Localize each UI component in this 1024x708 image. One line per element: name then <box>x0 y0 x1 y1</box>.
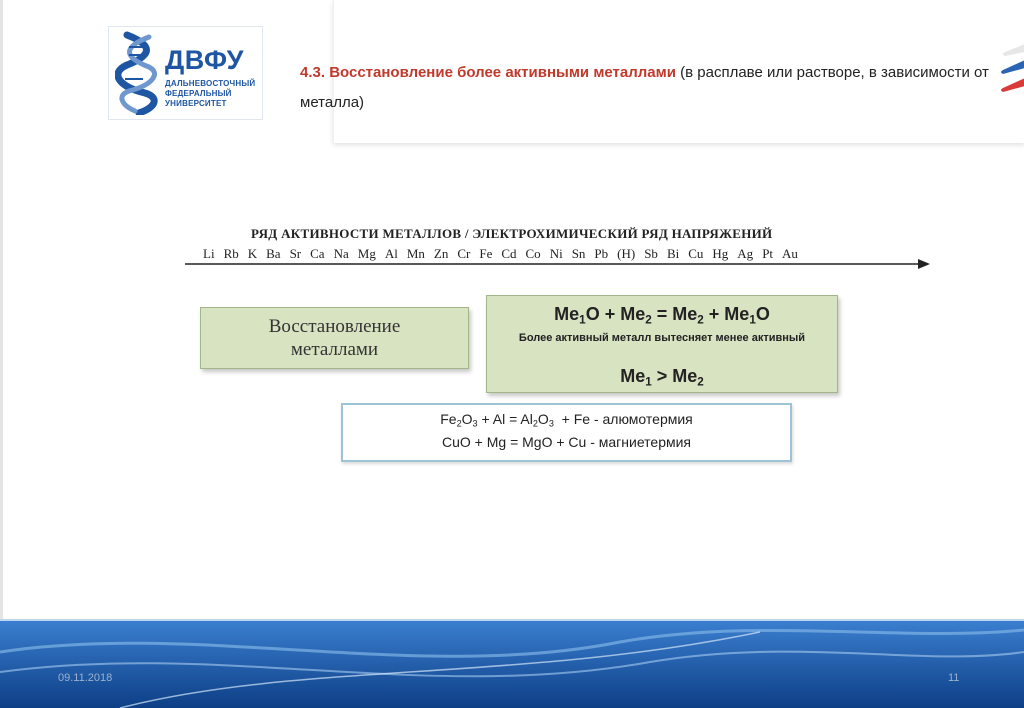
series-element: Au <box>782 246 798 261</box>
series-element: Li <box>203 246 215 261</box>
series-element: Ni <box>549 246 563 261</box>
series-element: K <box>247 246 258 261</box>
logo-line-3: УНИВЕРСИТЕТ <box>165 99 227 108</box>
title-rest: (в расплаве или растворе, в зависимости от металла) <box>300 64 989 111</box>
series-element: Mn <box>406 246 425 261</box>
series-element: Bi <box>666 246 680 261</box>
series-element: Sn <box>571 246 586 261</box>
activity-series-title: РЯД АКТИВНОСТИ МЕТАЛЛОВ / ЭЛЕКТРОХИМИЧЕСКИЙ РЯД НАПРЯЖЕНИЙ <box>251 226 773 241</box>
series-element: Pb <box>594 246 609 261</box>
reaction-inequality: $Me_1 > Me_2$ <box>620 366 704 389</box>
reaction-equation: $Me_1O + Me_2 = Me_2 + Me_1O$ <box>554 304 770 327</box>
series-element: Cd <box>501 246 517 261</box>
reduction-line-1: Восстановление <box>268 316 401 337</box>
slide-left-edge <box>0 0 3 620</box>
university-logo <box>108 26 263 120</box>
dna-helix-icon <box>115 31 163 115</box>
series-element: Rb <box>223 246 239 261</box>
logo-line-2: ФЕДЕРАЛЬНЫЙ <box>165 89 232 98</box>
series-element: Cu <box>688 246 704 261</box>
footer-date: 09.11.2018 <box>58 672 113 684</box>
reduction-line-2: металлами <box>290 339 379 360</box>
reaction-box <box>486 295 838 393</box>
series-element: Cr <box>457 246 471 261</box>
series-arrow-icon <box>185 258 930 270</box>
footer-wave-banner <box>0 612 1024 708</box>
series-element: Sb <box>644 246 658 261</box>
logo-line-1: ДАЛЬНЕВОСТОЧНЫЙ <box>165 79 256 88</box>
series-element: Ca <box>310 246 325 261</box>
series-element: Hg <box>712 246 729 261</box>
series-element: Sr <box>289 246 302 261</box>
series-element: Fe <box>479 246 493 261</box>
flag-ribbon-icon <box>999 40 1024 110</box>
reduction-box <box>200 307 469 369</box>
activity-series <box>185 222 930 268</box>
series-element: Ag <box>737 246 754 261</box>
reaction-note: Более активный металл вытесняет менее активный <box>518 332 806 344</box>
series-element: Co <box>525 246 541 261</box>
example-magnesiothermy: CuO + Mg = MgO + Cu - магниетермия <box>441 434 692 450</box>
series-element: Ba <box>266 246 281 261</box>
example-aluminothermy: $Fe_2O_3 + Al = Al_2O_3 + Fe$ - алюмотермия <box>440 411 693 429</box>
title-bold: Восстановление более активными металлами <box>329 64 676 81</box>
series-element: Pt <box>762 246 774 261</box>
series-element: Na <box>333 246 349 261</box>
series-element: Zn <box>433 246 449 261</box>
slide-title <box>300 58 990 118</box>
logo-title: ДВФУ <box>165 45 244 75</box>
series-element: (H) <box>617 246 636 261</box>
page-number: 11 <box>948 672 960 684</box>
series-element: Mg <box>357 246 376 261</box>
series-element: Al <box>384 246 398 261</box>
title-number: 4.3. <box>300 64 326 81</box>
examples-box <box>341 403 792 462</box>
